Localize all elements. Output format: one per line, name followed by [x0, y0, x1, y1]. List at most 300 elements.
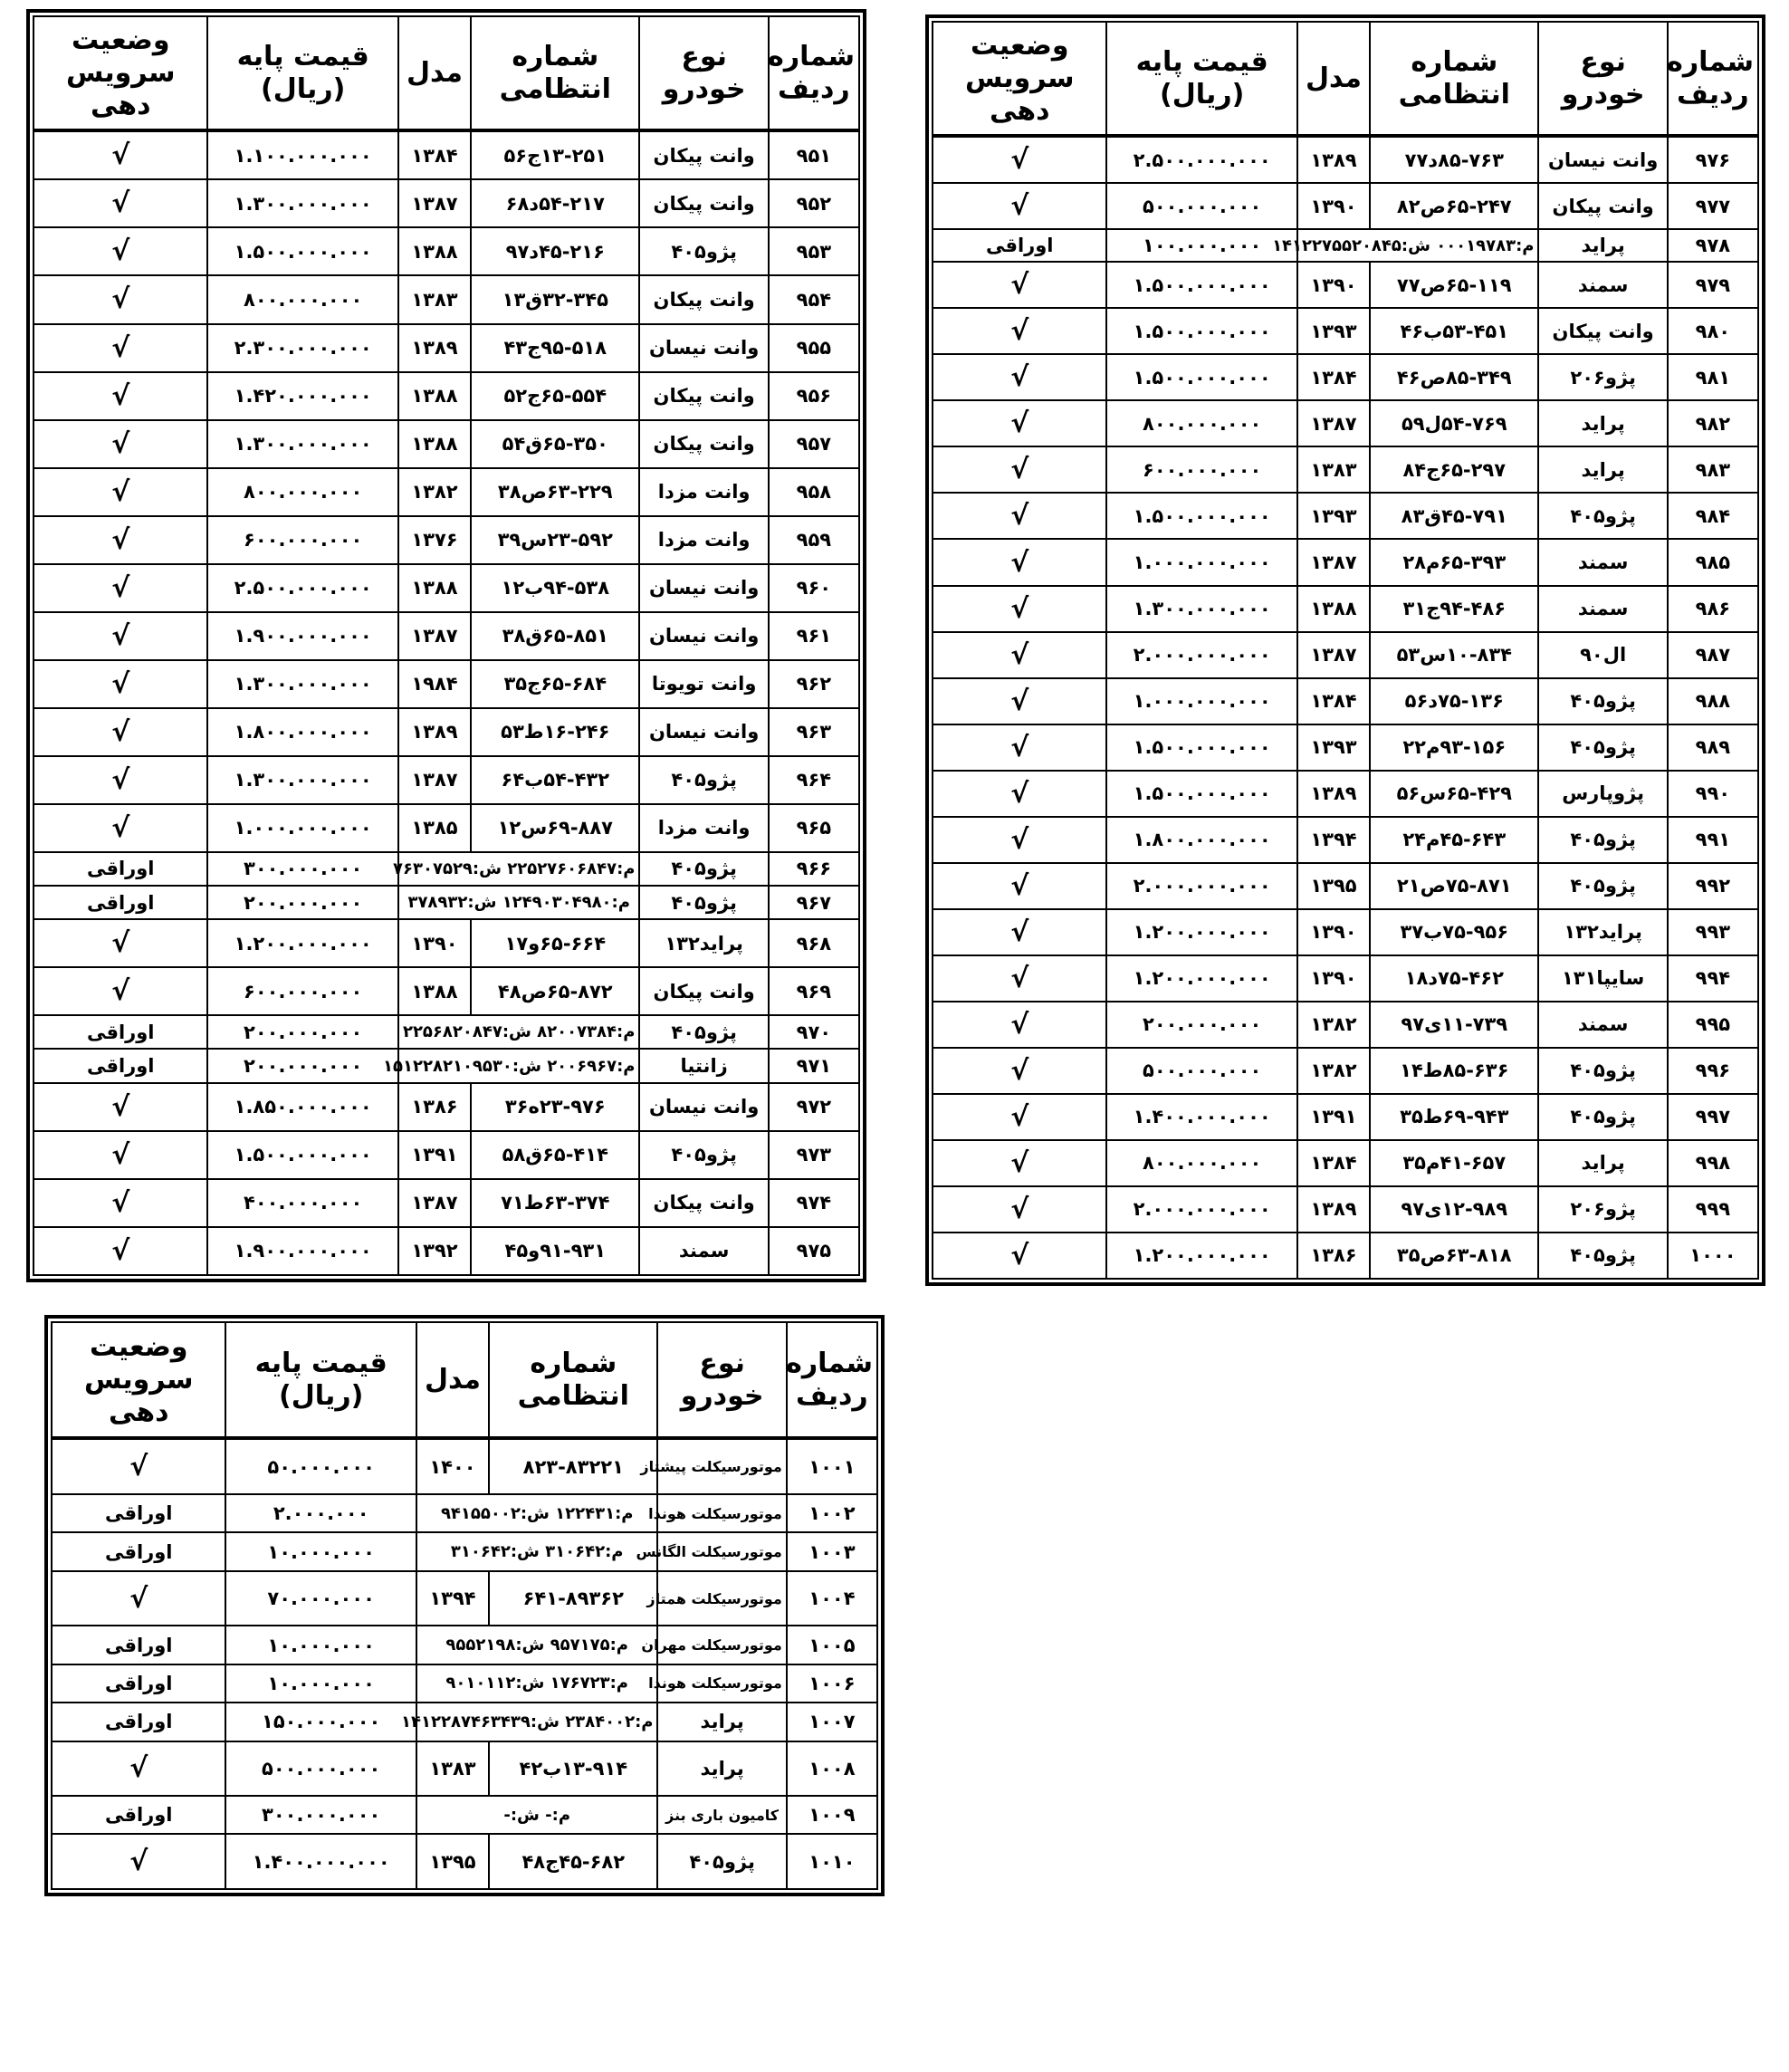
cell-serial-number: ۷۵-۱۳۶د۵۶ — [1370, 678, 1538, 724]
cell-base-price: ۱.۵۰۰.۰۰۰.۰۰۰ — [207, 227, 397, 275]
cell-vehicle-type: پراید — [1538, 400, 1667, 446]
cell-service-status: اوراقی — [33, 852, 207, 886]
cell-base-price: ۲.۰۰۰.۰۰۰.۰۰۰ — [1106, 863, 1296, 909]
cell-base-price: ۲.۰۰۰.۰۰۰ — [225, 1494, 416, 1532]
header-vehicle-type: نوع خودرو — [657, 1322, 786, 1438]
cell-model: ۱۳۸۳ — [416, 1741, 489, 1796]
header-service-status: وضعیت سرویس دهی — [52, 1322, 225, 1438]
cell-serial-number: ۶۳-۲۲۹ص۳۸ — [471, 468, 639, 516]
cell-service-status: √ — [933, 136, 1106, 183]
cell-row-number: ۱۰۰۰ — [1668, 1233, 1758, 1279]
cell-base-price: ۱.۴۲۰.۰۰۰.۰۰۰ — [207, 372, 397, 420]
cell-service-status: √ — [933, 539, 1106, 585]
cell-serial-number: ۶۹-۹۴۳ط۳۵ — [1370, 1094, 1538, 1140]
header-model: مدل — [1297, 22, 1370, 136]
cell-base-price: ۲.۳۰۰.۰۰۰.۰۰۰ — [207, 324, 397, 372]
header-row — [52, 1322, 877, 1438]
cell-service-status: √ — [52, 1571, 225, 1626]
cell-base-price: ۱.۳۰۰.۰۰۰.۰۰۰ — [207, 660, 397, 708]
cell-engine-chassis: م:۱۲۴۹۰۳۰۴۹۸۰ ش:۳۷۸۹۳۲ — [398, 886, 640, 919]
cell-row-number: ۱۰۰۱ — [787, 1438, 877, 1494]
cell-serial-number: ۶۳-۳۷۴ط۷۱ — [471, 1179, 639, 1227]
table-row — [33, 516, 859, 564]
cell-serial-number: ۶۴۱-۸۹۳۶۲ — [489, 1571, 657, 1626]
cell-service-status: √ — [33, 804, 207, 852]
cell-serial-number: ۵۴-۲۱۷د۶۸ — [471, 179, 639, 227]
cell-model: ۱۳۹۵ — [416, 1834, 489, 1889]
cell-row-number: ۹۶۳ — [769, 708, 859, 756]
cell-vehicle-type: موتورسیکلت پیشتاز — [657, 1438, 786, 1494]
cell-service-status: اوراقی — [33, 1049, 207, 1082]
cell-row-number: ۹۷۶ — [1668, 136, 1758, 183]
cell-vehicle-type: پراید — [1538, 1140, 1667, 1186]
table-row — [933, 1048, 1758, 1094]
cell-serial-number: ۹۴-۴۸۶ج۳۱ — [1370, 586, 1538, 632]
header-service-status: وضعیت سرویس دهی — [933, 22, 1106, 136]
table-row — [933, 1140, 1758, 1186]
table-row — [33, 324, 859, 372]
vehicle-table-3 — [44, 1315, 885, 1896]
cell-model: ۱۳۸۸ — [398, 564, 471, 612]
cell-vehicle-type: وانت پیکان — [639, 179, 768, 227]
cell-base-price: ۱.۵۰۰.۰۰۰.۰۰۰ — [1106, 493, 1296, 539]
table-row — [33, 564, 859, 612]
cell-vehicle-type: سایپا۱۳۱ — [1538, 955, 1667, 1002]
table-row — [933, 183, 1758, 229]
cell-service-status: √ — [52, 1741, 225, 1796]
cell-service-status: √ — [933, 1233, 1106, 1279]
cell-row-number: ۹۶۴ — [769, 756, 859, 804]
cell-serial-number: ۶۵-۵۵۴ج۵۲ — [471, 372, 639, 420]
cell-base-price: ۶۰۰.۰۰۰.۰۰۰ — [207, 967, 397, 1015]
table-976-1000 — [932, 21, 1759, 1280]
cell-row-number: ۹۸۲ — [1668, 400, 1758, 446]
cell-service-status: √ — [33, 1179, 207, 1227]
cell-serial-number: ۱۱-۷۳۹ی۹۷ — [1370, 1002, 1538, 1048]
table-row — [933, 308, 1758, 354]
cell-serial-number: ۹۳-۱۵۶م۲۲ — [1370, 724, 1538, 771]
cell-base-price: ۱.۲۰۰.۰۰۰.۰۰۰ — [1106, 955, 1296, 1002]
cell-serial-number: ۸۵-۶۳۶ط۱۴ — [1370, 1048, 1538, 1094]
cell-base-price: ۲۰۰.۰۰۰.۰۰۰ — [1106, 1002, 1296, 1048]
cell-model: ۱۳۹۰ — [1297, 262, 1370, 308]
cell-vehicle-type: وانت تویوتا — [639, 660, 768, 708]
cell-row-number: ۹۶۸ — [769, 919, 859, 967]
cell-service-status: √ — [33, 660, 207, 708]
cell-row-number: ۹۷۹ — [1668, 262, 1758, 308]
cell-vehicle-type: پراید — [657, 1741, 786, 1796]
table-row — [933, 446, 1758, 493]
cell-model: ۱۳۸۴ — [1297, 1140, 1370, 1186]
cell-vehicle-type: وانت پیکان — [639, 967, 768, 1015]
cell-service-status: √ — [933, 678, 1106, 724]
cell-vehicle-type: پراید۱۳۲ — [1538, 909, 1667, 955]
cell-row-number: ۹۹۸ — [1668, 1140, 1758, 1186]
cell-model: ۱۳۸۸ — [1297, 586, 1370, 632]
cell-service-status: √ — [933, 1002, 1106, 1048]
cell-vehicle-type: پژو۴۰۵ — [639, 1015, 768, 1049]
cell-serial-number: ۴۵-۶۴۳م۲۴ — [1370, 817, 1538, 863]
cell-service-status: √ — [52, 1834, 225, 1889]
table-row — [33, 1179, 859, 1227]
cell-vehicle-type: پژوپارس — [1538, 771, 1667, 817]
table-row — [33, 1227, 859, 1275]
cell-base-price: ۱.۳۰۰.۰۰۰.۰۰۰ — [207, 179, 397, 227]
cell-service-status: √ — [33, 179, 207, 227]
cell-vehicle-type: پراید — [1538, 229, 1667, 262]
cell-vehicle-type: موتورسیکلت همتاز — [657, 1571, 786, 1626]
cell-serial-number: ۶۳-۸۱۸ص۳۵ — [1370, 1233, 1538, 1279]
cell-vehicle-type: سمند — [1538, 1002, 1667, 1048]
vehicle-table-2 — [925, 14, 1765, 1286]
cell-model: ۱۳۸۸ — [398, 227, 471, 275]
cell-model: ۱۳۹۱ — [1297, 1094, 1370, 1140]
cell-base-price: ۶۰۰.۰۰۰.۰۰۰ — [207, 516, 397, 564]
cell-model: ۱۳۸۹ — [398, 324, 471, 372]
cell-model: ۱۳۹۲ — [398, 1227, 471, 1275]
cell-serial-number: ۶۵-۳۵۰ق۵۴ — [471, 420, 639, 468]
table-row — [933, 632, 1758, 678]
cell-base-price: ۱.۰۰۰.۰۰۰.۰۰۰ — [1106, 678, 1296, 724]
cell-base-price: ۲.۰۰۰.۰۰۰.۰۰۰ — [1106, 1186, 1296, 1233]
header-serial-number: شماره انتظامی — [471, 16, 639, 130]
cell-base-price: ۲۰۰.۰۰۰.۰۰۰ — [207, 886, 397, 919]
cell-serial-number: ۶۵-۴۲۹س۵۶ — [1370, 771, 1538, 817]
cell-vehicle-type: موتورسیکلت الگانس — [657, 1532, 786, 1570]
cell-model: ۱۳۸۴ — [398, 130, 471, 179]
cell-engine-chassis: م:۱۲۲۴۳۱ ش:۹۴۱۵۵۰۰۲ — [416, 1494, 658, 1532]
cell-base-price: ۲.۵۰۰.۰۰۰.۰۰۰ — [207, 564, 397, 612]
cell-base-price: ۱۰.۰۰۰.۰۰۰ — [225, 1626, 416, 1664]
table-row — [933, 771, 1758, 817]
cell-engine-chassis: م:۹۵۷۱۷۵ ش:۹۵۵۲۱۹۸ — [416, 1626, 658, 1664]
cell-model: ۱۳۹۳ — [1297, 308, 1370, 354]
cell-service-status: √ — [933, 817, 1106, 863]
cell-service-status: اوراقی — [52, 1796, 225, 1834]
cell-vehicle-type: سمند — [639, 1227, 768, 1275]
cell-base-price: ۱.۰۰۰.۰۰۰.۰۰۰ — [207, 804, 397, 852]
cell-base-price: ۱.۳۰۰.۰۰۰.۰۰۰ — [207, 420, 397, 468]
cell-base-price: ۱.۵۰۰.۰۰۰.۰۰۰ — [1106, 308, 1296, 354]
cell-serial-number: ۱۰-۸۳۴س۵۳ — [1370, 632, 1538, 678]
cell-vehicle-type: وانت نیسان — [639, 1083, 768, 1131]
cell-service-status: √ — [33, 275, 207, 323]
table-row — [33, 708, 859, 756]
table-row — [933, 586, 1758, 632]
cell-row-number: ۹۹۳ — [1668, 909, 1758, 955]
cell-model: ۱۳۹۴ — [416, 1571, 489, 1626]
cell-row-number: ۹۸۱ — [1668, 354, 1758, 400]
table-row — [933, 354, 1758, 400]
cell-engine-chassis: م:۸۲۰۰۷۳۸۴ ش:۲۲۵۶۸۲۰۸۴۷ — [398, 1015, 640, 1049]
table-row — [33, 1049, 859, 1082]
table-row — [933, 1094, 1758, 1140]
cell-base-price: ۷۰.۰۰۰.۰۰۰ — [225, 1571, 416, 1626]
cell-row-number: ۹۹۷ — [1668, 1094, 1758, 1140]
cell-row-number: ۱۰۰۳ — [787, 1532, 877, 1570]
cell-row-number: ۹۶۱ — [769, 612, 859, 660]
cell-service-status: اوراقی — [33, 1015, 207, 1049]
table-row — [933, 493, 1758, 539]
cell-service-status: √ — [933, 724, 1106, 771]
cell-service-status: اوراقی — [52, 1664, 225, 1703]
cell-vehicle-type: وانت پیکان — [639, 130, 768, 179]
cell-base-price: ۲۰۰.۰۰۰.۰۰۰ — [207, 1015, 397, 1049]
cell-row-number: ۹۸۶ — [1668, 586, 1758, 632]
cell-row-number: ۹۸۴ — [1668, 493, 1758, 539]
cell-vehicle-type: پژو۴۰۵ — [1538, 1048, 1667, 1094]
cell-service-status: √ — [52, 1438, 225, 1494]
cell-serial-number: ۶۵-۲۹۷ج۸۴ — [1370, 446, 1538, 493]
cell-base-price: ۸۰۰.۰۰۰.۰۰۰ — [207, 275, 397, 323]
cell-vehicle-type: پژو۴۰۵ — [1538, 493, 1667, 539]
cell-vehicle-type: کامیون باری بنز — [657, 1796, 786, 1834]
cell-vehicle-type: وانت نیسان — [639, 324, 768, 372]
cell-row-number: ۹۷۲ — [769, 1083, 859, 1131]
table-row — [52, 1532, 877, 1570]
cell-base-price: ۱۰۰.۰۰۰.۰۰۰ — [1106, 229, 1296, 262]
cell-model: ۱۳۸۹ — [398, 708, 471, 756]
cell-model: ۱۳۸۷ — [1297, 632, 1370, 678]
cell-serial-number: ۳۲-۳۴۵ق۱۳ — [471, 275, 639, 323]
cell-vehicle-type: پراید — [1538, 446, 1667, 493]
cell-model: ۱۳۸۲ — [1297, 1048, 1370, 1094]
table-row — [933, 678, 1758, 724]
header-vehicle-type: نوع خودرو — [1538, 22, 1667, 136]
cell-row-number: ۹۵۲ — [769, 179, 859, 227]
table-row — [933, 1002, 1758, 1048]
cell-service-status: √ — [33, 516, 207, 564]
cell-serial-number: ۲۳-۵۹۲س۳۹ — [471, 516, 639, 564]
cell-model: ۱۳۸۷ — [398, 756, 471, 804]
cell-serial-number: ۲۳-۹۷۶ه۳۶ — [471, 1083, 639, 1131]
cell-service-status: √ — [33, 967, 207, 1015]
cell-service-status: √ — [33, 1083, 207, 1131]
cell-serial-number: ۸۲۳-۸۳۲۲۱ — [489, 1438, 657, 1494]
table-row — [933, 724, 1758, 771]
table-row — [33, 227, 859, 275]
cell-service-status: √ — [933, 262, 1106, 308]
cell-model: ۱۳۸۵ — [398, 804, 471, 852]
cell-serial-number: ۶۵-۱۱۹ص۷۷ — [1370, 262, 1538, 308]
cell-row-number: ۹۵۶ — [769, 372, 859, 420]
cell-base-price: ۳۰۰.۰۰۰.۰۰۰ — [225, 1796, 416, 1834]
table-row — [933, 817, 1758, 863]
cell-base-price: ۱.۹۰۰.۰۰۰.۰۰۰ — [207, 1227, 397, 1275]
cell-serial-number: ۸۵-۳۴۹ص۴۶ — [1370, 354, 1538, 400]
cell-serial-number: ۴۱-۶۵۷م۳۵ — [1370, 1140, 1538, 1186]
table-row — [933, 1186, 1758, 1233]
cell-row-number: ۹۹۵ — [1668, 1002, 1758, 1048]
header-serial-number: شماره انتظامی — [1370, 22, 1538, 136]
cell-row-number: ۹۹۰ — [1668, 771, 1758, 817]
table-row — [33, 1131, 859, 1179]
cell-serial-number: ۴۵-۷۹۱ق۸۳ — [1370, 493, 1538, 539]
cell-row-number: ۹۶۹ — [769, 967, 859, 1015]
cell-row-number: ۱۰۰۸ — [787, 1741, 877, 1796]
cell-model: ۱۳۸۶ — [1297, 1233, 1370, 1279]
cell-model: ۱۳۹۳ — [1297, 493, 1370, 539]
cell-engine-chassis: م:۲۲۵۲۷۶۰۶۸۴۷ ش:۷۶۳۰۷۵۲۹ — [398, 852, 640, 886]
cell-row-number: ۹۷۸ — [1668, 229, 1758, 262]
cell-vehicle-type: موتورسیکلت مهران — [657, 1626, 786, 1664]
cell-service-status: √ — [933, 955, 1106, 1002]
cell-service-status: √ — [33, 564, 207, 612]
table-row — [933, 1233, 1758, 1279]
cell-serial-number: ۸۵-۷۶۳د۷۷ — [1370, 136, 1538, 183]
header-row-number: شماره ردیف — [1668, 22, 1758, 136]
cell-serial-number: ۱۲-۹۸۹ی۹۷ — [1370, 1186, 1538, 1233]
cell-base-price: ۶۰۰.۰۰۰.۰۰۰ — [1106, 446, 1296, 493]
cell-row-number: ۹۸۵ — [1668, 539, 1758, 585]
table-row — [33, 967, 859, 1015]
cell-vehicle-type: سمند — [1538, 539, 1667, 585]
cell-vehicle-type: پژو۴۰۵ — [1538, 863, 1667, 909]
cell-model: ۱۳۸۷ — [398, 612, 471, 660]
cell-model: ۱۳۸۷ — [1297, 539, 1370, 585]
cell-vehicle-type: وانت پیکان — [639, 275, 768, 323]
cell-base-price: ۱.۸۵۰.۰۰۰.۰۰۰ — [207, 1083, 397, 1131]
cell-vehicle-type: وانت پیکان — [639, 372, 768, 420]
table-row — [33, 468, 859, 516]
cell-base-price: ۱.۵۰۰.۰۰۰.۰۰۰ — [1106, 354, 1296, 400]
cell-row-number: ۹۸۸ — [1668, 678, 1758, 724]
cell-service-status: √ — [933, 308, 1106, 354]
cell-row-number: ۹۶۷ — [769, 886, 859, 919]
cell-vehicle-type: پژو۴۰۵ — [1538, 1094, 1667, 1140]
table-row — [33, 1015, 859, 1049]
cell-serial-number: ۶۵-۶۸۴ج۳۵ — [471, 660, 639, 708]
cell-model: ۱۳۸۷ — [398, 179, 471, 227]
cell-row-number: ۹۵۹ — [769, 516, 859, 564]
cell-vehicle-type: پژو۴۰۵ — [639, 852, 768, 886]
cell-model: ۱۳۸۴ — [1297, 354, 1370, 400]
cell-base-price: ۲.۰۰۰.۰۰۰.۰۰۰ — [1106, 632, 1296, 678]
cell-model: ۱۳۸۷ — [398, 1179, 471, 1227]
cell-service-status: √ — [33, 756, 207, 804]
cell-service-status: √ — [933, 1094, 1106, 1140]
cell-base-price: ۱.۲۰۰.۰۰۰.۰۰۰ — [207, 919, 397, 967]
table-row — [33, 275, 859, 323]
cell-service-status: √ — [933, 586, 1106, 632]
cell-service-status: اوراقی — [52, 1532, 225, 1570]
cell-vehicle-type: پژو۴۰۵ — [639, 756, 768, 804]
table-row — [33, 179, 859, 227]
cell-row-number: ۹۹۱ — [1668, 817, 1758, 863]
cell-service-status: √ — [33, 372, 207, 420]
header-row — [33, 16, 859, 130]
header-row-number: شماره ردیف — [787, 1322, 877, 1438]
cell-base-price: ۱.۲۰۰.۰۰۰.۰۰۰ — [1106, 1233, 1296, 1279]
header-base-price: قیمت پایه (ریال) — [1106, 22, 1296, 136]
cell-row-number: ۹۷۷ — [1668, 183, 1758, 229]
cell-serial-number: ۷۵-۴۶۲د۱۸ — [1370, 955, 1538, 1002]
cell-base-price: ۱۰.۰۰۰.۰۰۰ — [225, 1532, 416, 1570]
cell-vehicle-type: وانت پیکان — [639, 420, 768, 468]
cell-serial-number: ۱۳-۲۵۱ج۵۶ — [471, 130, 639, 179]
cell-row-number: ۱۰۰۷ — [787, 1703, 877, 1741]
table-row — [33, 612, 859, 660]
cell-row-number: ۹۷۴ — [769, 1179, 859, 1227]
table-row — [33, 420, 859, 468]
cell-row-number: ۹۷۰ — [769, 1015, 859, 1049]
cell-service-status: √ — [933, 1186, 1106, 1233]
table-row — [933, 262, 1758, 308]
cell-row-number: ۹۶۶ — [769, 852, 859, 886]
cell-base-price: ۸۰۰.۰۰۰.۰۰۰ — [207, 468, 397, 516]
table-row — [52, 1703, 877, 1741]
cell-serial-number: ۶۵-۸۵۱ق۳۸ — [471, 612, 639, 660]
cell-base-price: ۱.۰۰۰.۰۰۰.۰۰۰ — [1106, 539, 1296, 585]
cell-model: ۱۳۹۵ — [1297, 863, 1370, 909]
cell-model: ۱۳۸۸ — [398, 420, 471, 468]
cell-serial-number: ۶۵-۳۹۳م۲۸ — [1370, 539, 1538, 585]
cell-model: ۱۳۹۴ — [1297, 817, 1370, 863]
cell-service-status: √ — [33, 612, 207, 660]
cell-service-status: √ — [933, 446, 1106, 493]
cell-vehicle-type: پژو۴۰۵ — [1538, 817, 1667, 863]
cell-vehicle-type: وانت پیکان — [1538, 308, 1667, 354]
cell-serial-number: ۴۵-۶۸۲ج۴۸ — [489, 1834, 657, 1889]
cell-vehicle-type: وانت نیسان — [639, 708, 768, 756]
table-row — [52, 1626, 877, 1664]
table-row — [933, 136, 1758, 183]
cell-row-number: ۹۶۵ — [769, 804, 859, 852]
cell-service-status: √ — [933, 493, 1106, 539]
cell-model: ۱۳۷۶ — [398, 516, 471, 564]
cell-row-number: ۹۹۶ — [1668, 1048, 1758, 1094]
cell-vehicle-type: سمند — [1538, 586, 1667, 632]
cell-base-price: ۱.۵۰۰.۰۰۰.۰۰۰ — [1106, 771, 1296, 817]
cell-base-price: ۵۰.۰۰۰.۰۰۰ — [225, 1438, 416, 1494]
table-row — [933, 539, 1758, 585]
cell-serial-number: ۹۵-۵۱۸ج۴۳ — [471, 324, 639, 372]
cell-row-number: ۹۵۱ — [769, 130, 859, 179]
table-row — [933, 909, 1758, 955]
table-row — [933, 955, 1758, 1002]
cell-vehicle-type: پژو۲۰۶ — [1538, 1186, 1667, 1233]
cell-serial-number: ۷۵-۸۷۱ص۲۱ — [1370, 863, 1538, 909]
cell-model: ۱۳۹۰ — [1297, 909, 1370, 955]
cell-vehicle-type: پژو۴۰۵ — [639, 1131, 768, 1179]
cell-serial-number: ۶۵-۲۴۷ص۸۲ — [1370, 183, 1538, 229]
cell-base-price: ۸۰۰.۰۰۰.۰۰۰ — [1106, 1140, 1296, 1186]
table-1001-1010 — [51, 1321, 878, 1890]
cell-service-status: √ — [933, 632, 1106, 678]
cell-row-number: ۱۰۰۹ — [787, 1796, 877, 1834]
header-serial-number: شماره انتظامی — [489, 1322, 657, 1438]
cell-base-price: ۵۰۰.۰۰۰.۰۰۰ — [1106, 1048, 1296, 1094]
cell-service-status: اوراقی — [33, 886, 207, 919]
table-row — [52, 1664, 877, 1703]
cell-base-price: ۱.۴۰۰.۰۰۰.۰۰۰ — [225, 1834, 416, 1889]
cell-model: ۱۳۸۹ — [1297, 771, 1370, 817]
cell-row-number: ۱۰۱۰ — [787, 1834, 877, 1889]
header-row — [933, 22, 1758, 136]
cell-serial-number: ۵۴-۴۳۲ب۶۴ — [471, 756, 639, 804]
cell-row-number: ۹۶۰ — [769, 564, 859, 612]
cell-row-number: ۹۶۲ — [769, 660, 859, 708]
cell-model: ۱۳۸۲ — [1297, 1002, 1370, 1048]
cell-base-price: ۱.۵۰۰.۰۰۰.۰۰۰ — [1106, 724, 1296, 771]
cell-vehicle-type: پژو۴۰۵ — [657, 1834, 786, 1889]
cell-service-status: √ — [933, 183, 1106, 229]
cell-vehicle-type: وانت پیکان — [1538, 183, 1667, 229]
cell-serial-number: ۶۵-۶۶۴و۱۷ — [471, 919, 639, 967]
cell-row-number: ۹۷۵ — [769, 1227, 859, 1275]
cell-service-status: اوراقی — [933, 229, 1106, 262]
cell-model: ۱۳۸۷ — [1297, 400, 1370, 446]
